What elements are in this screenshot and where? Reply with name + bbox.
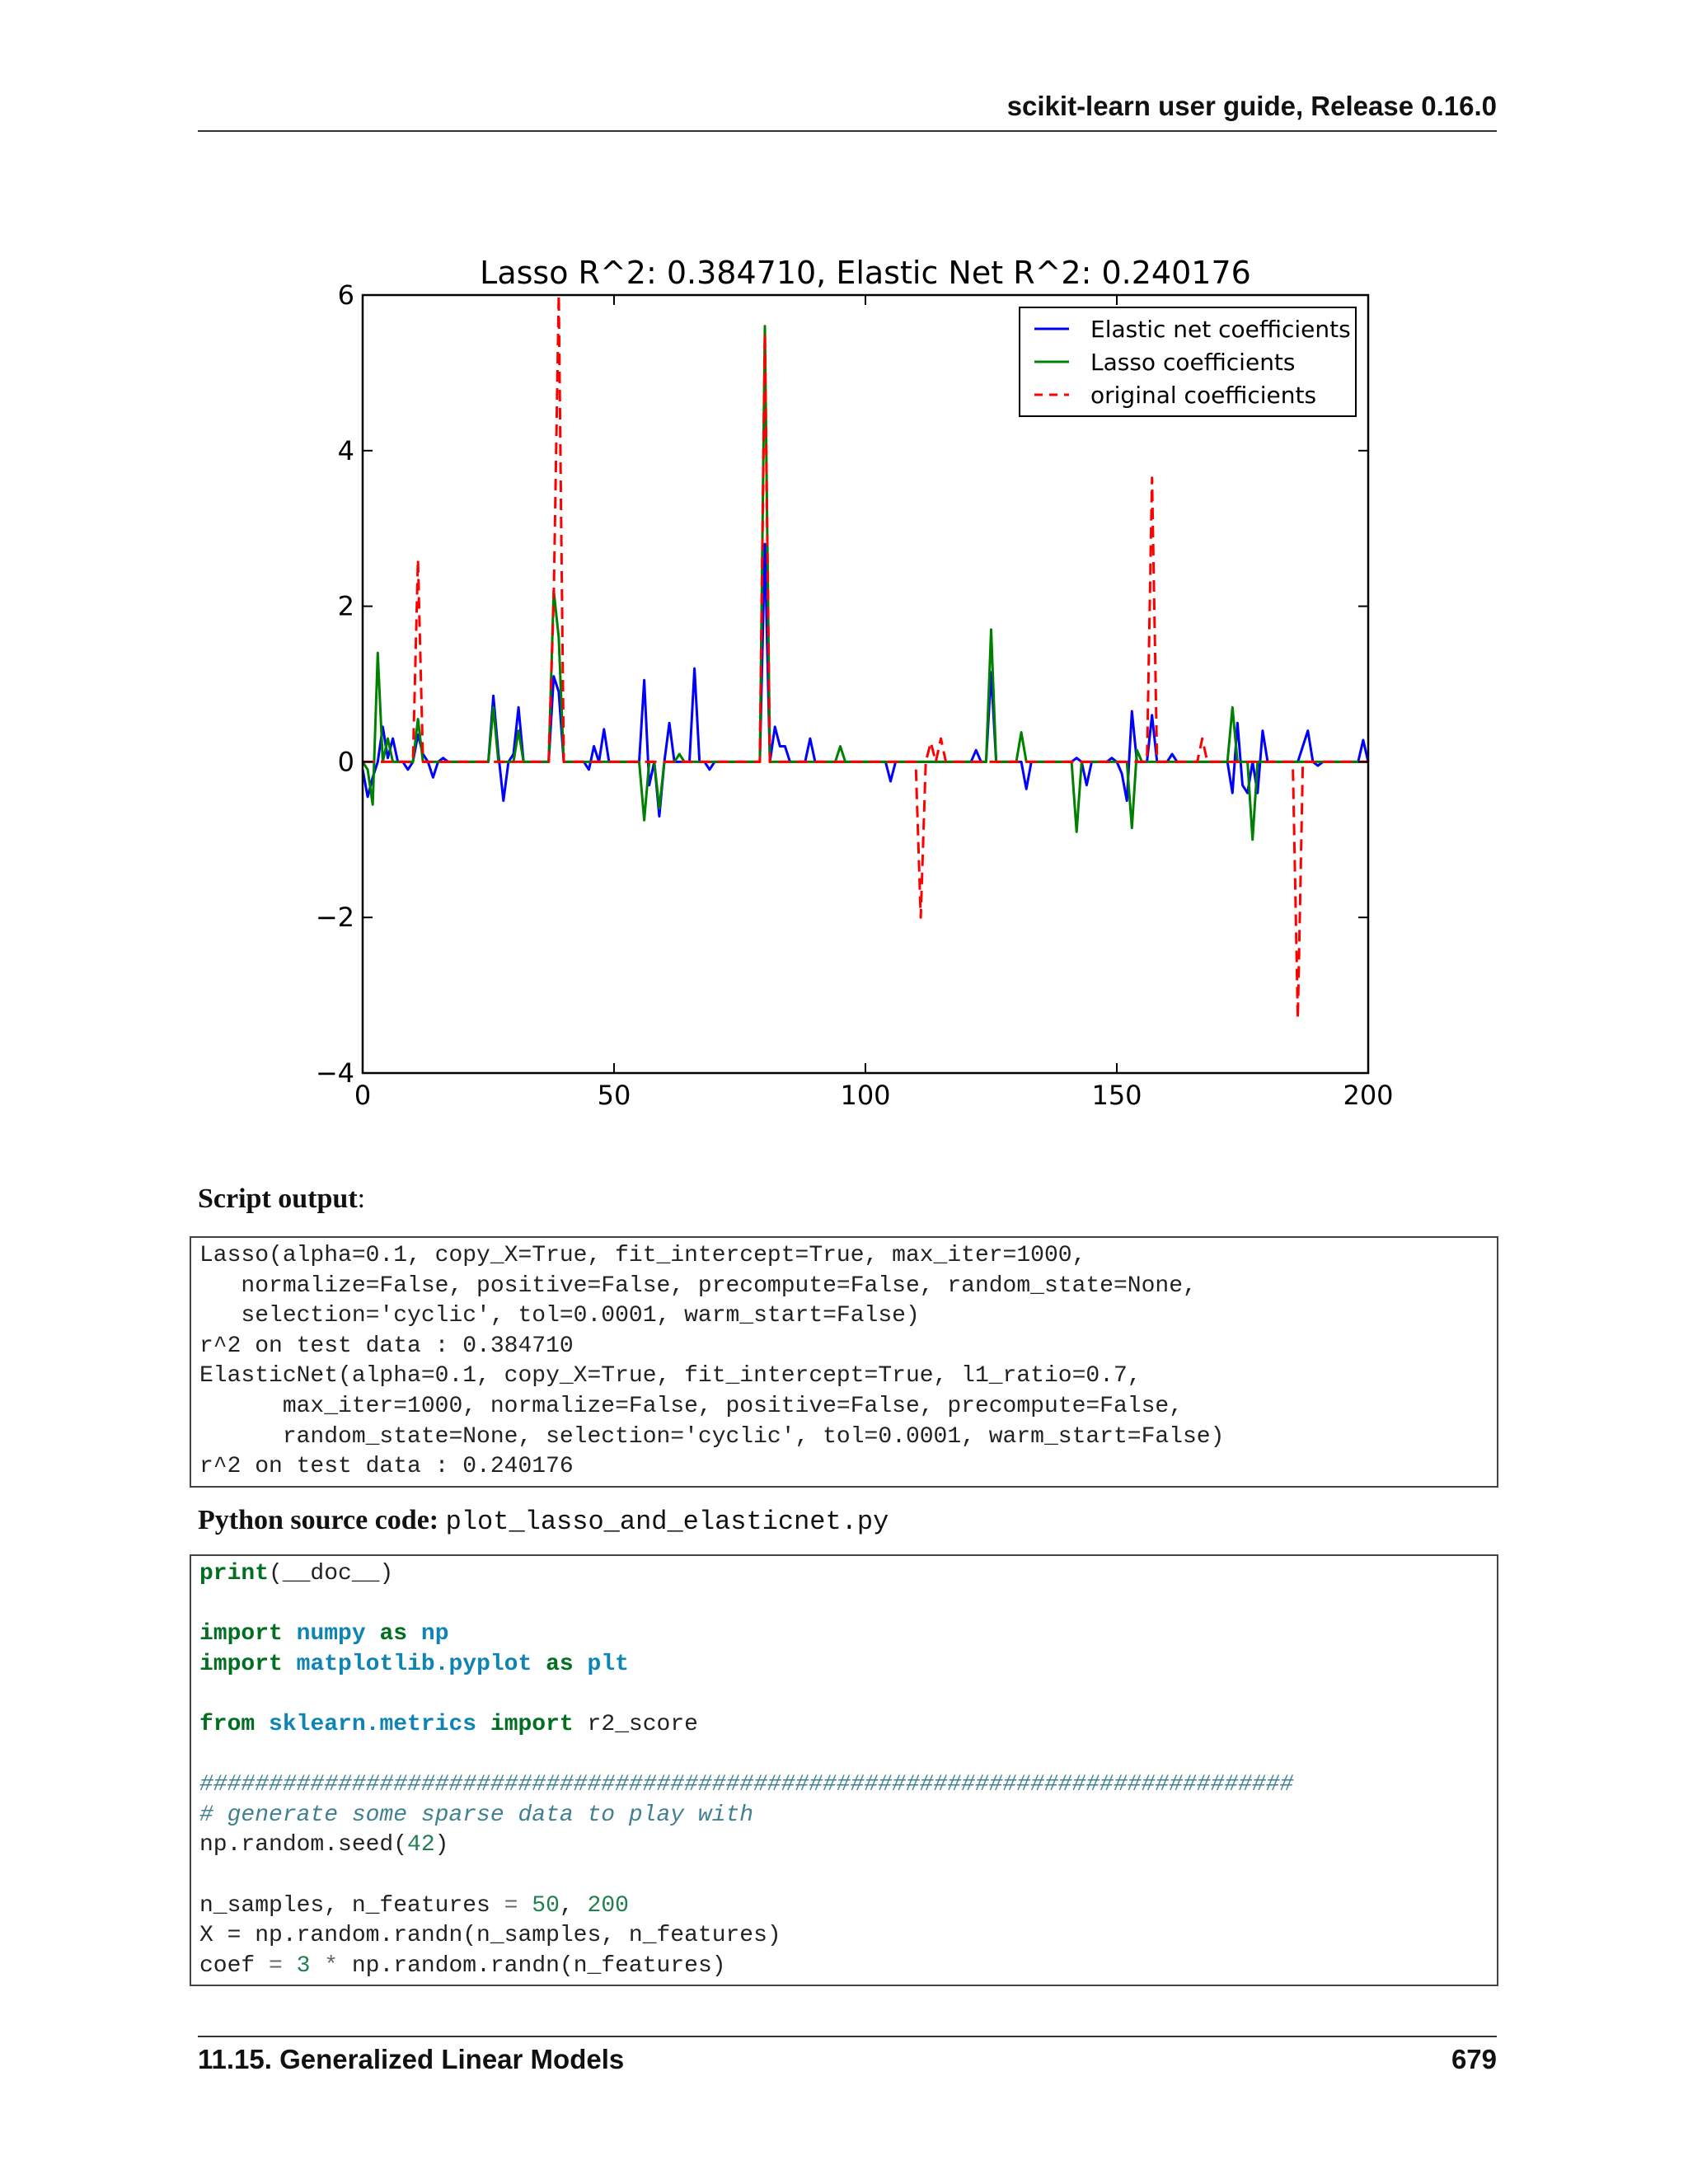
script-output-box: [190, 1236, 1498, 1488]
y-tick-label: 0: [337, 746, 354, 778]
x-tick-label: 50: [597, 1080, 631, 1111]
output-line: selection='cyclic', tol=0.0001, warm_start=False): [241, 1303, 920, 1329]
output-line: normalize=False, positive=False, precompute=False, random_state=None,: [241, 1272, 1197, 1299]
source-filename: plot_lasso_and_elasticnet.py: [445, 1507, 889, 1537]
x-tick-label: 200: [1343, 1080, 1394, 1111]
y-tick-label: 2: [337, 590, 354, 622]
print-keyword: print: [199, 1561, 270, 1586]
output-line: ElasticNet(alpha=0.1, copy_X=True, fit_intercept=True, l1_ratio=0.7,: [199, 1363, 1142, 1390]
y-tick-label: −2: [315, 902, 354, 934]
footer-rule: [198, 2036, 1497, 2037]
source-code-text: print(__doc__) import numpy as np import matplotlib.pyplot as plt from sklearn.metrics import r2_score ############################################################################### # generate some sparse data to play with np.random.seed(42) n_samples, n_features = 50, 200 X = np.random.randn(n_samples, n_features) coef = 3 * np.random.randn(n_features): [199, 1561, 1294, 1979]
script-output-label: Script output:: [198, 1183, 366, 1214]
script-output-text: [199, 1241, 1489, 1483]
series-line-1: [363, 544, 1368, 816]
x-tick-label: 150: [1091, 1080, 1142, 1111]
legend-label: original coefficients: [1090, 382, 1317, 409]
footer-section: 11.15. Generalized Linear Models: [198, 2044, 625, 2074]
python-source-label: Python source code: plot_lasso_and_elasticnet.py: [198, 1505, 889, 1537]
legend-label: Lasso coefficients: [1090, 349, 1296, 376]
y-tick-label: −4: [315, 1057, 354, 1089]
output-line: Lasso(alpha=0.1, copy_X=True, fit_intercept=True, max_iter=1000,: [199, 1243, 1086, 1268]
x-tick-label: 100: [840, 1080, 891, 1111]
legend-label: Elastic net coefficients: [1090, 316, 1351, 343]
y-tick-label: 6: [337, 279, 354, 311]
coefficients-chart: [305, 239, 1401, 1113]
header-rule: [198, 130, 1497, 132]
running-header: scikit-learn user guide, Release 0.16.0: [1006, 91, 1497, 121]
footer-page-number: 679: [1451, 2044, 1497, 2074]
source-code-box: [190, 1554, 1498, 1986]
output-line: random_state=None, selection='cyclic', tol=0.0001, warm_start=False): [282, 1423, 1225, 1450]
y-tick-label: 4: [337, 434, 354, 466]
output-line: r^2 on test data : 0.384710: [199, 1333, 574, 1359]
x-tick-label: 0: [354, 1080, 372, 1111]
output-line: max_iter=1000, normalize=False, positive=False, precompute=False,: [282, 1393, 1183, 1419]
output-line: r^2 on test data : 0.240176: [199, 1454, 574, 1480]
chart-title: Lasso R^2: 0.384710, Elastic Net R^2: 0.240176: [480, 255, 1251, 291]
